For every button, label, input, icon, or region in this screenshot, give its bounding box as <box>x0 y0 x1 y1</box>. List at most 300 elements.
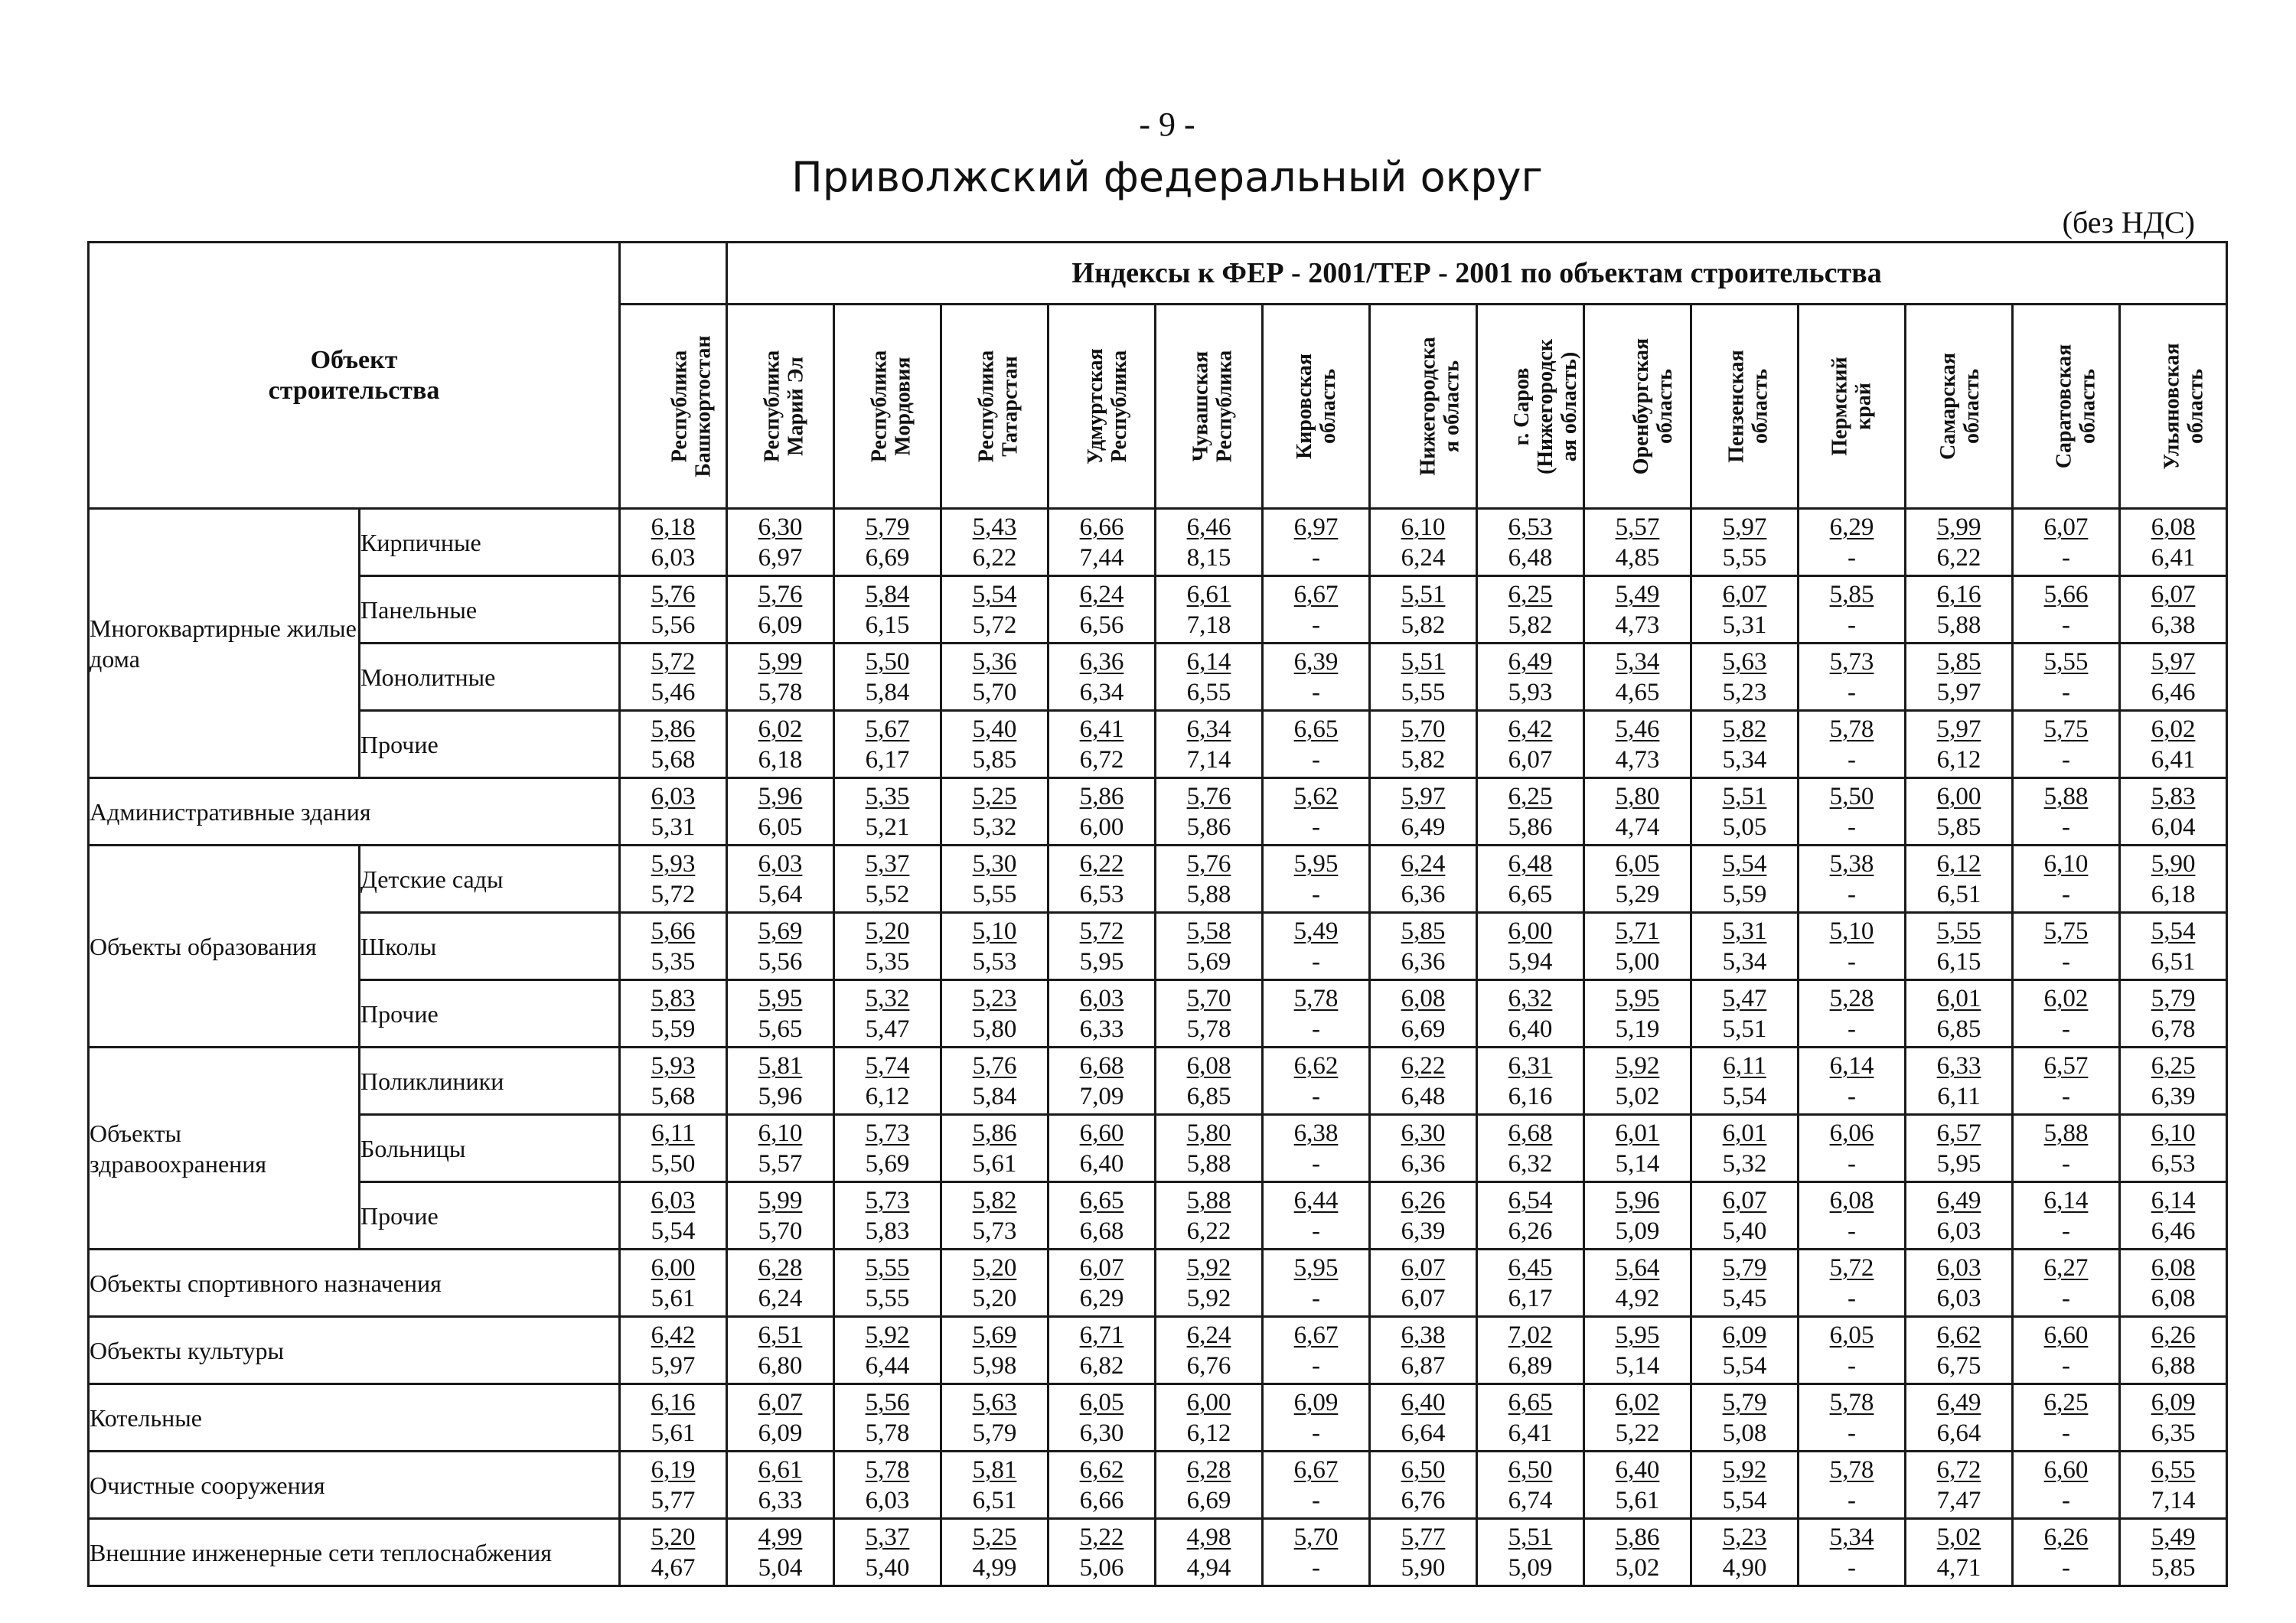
index-value-fer: 5,78 <box>1293 984 1339 1012</box>
index-cell <box>1049 509 1156 576</box>
index-value-ter: 4,92 <box>1615 1284 1660 1312</box>
region-label-line: Республика <box>867 350 892 463</box>
index-value-fer: 6,03 <box>1936 1253 1981 1282</box>
index-value-fer: 6,02 <box>2043 984 2089 1012</box>
index-cell <box>1049 846 1156 913</box>
index-value-ter: 6,22 <box>1936 543 1981 572</box>
index-value-fer: 6,28 <box>1186 1455 1231 1484</box>
index-value-fer: 6,03 <box>651 1186 696 1214</box>
index-cell <box>620 846 727 913</box>
index-cell <box>1263 778 1370 846</box>
index-value-ter: 5,14 <box>1615 1149 1660 1178</box>
index-value-fer: 6,50 <box>1401 1455 1446 1484</box>
index-value-fer: 5,92 <box>1722 1455 1767 1484</box>
index-value-ter: - <box>1312 1082 1320 1110</box>
region-header <box>1049 305 1156 509</box>
index-value-ter: 6,22 <box>972 543 1017 572</box>
index-value-fer: 6,60 <box>2043 1321 2089 1349</box>
index-value-fer: 5,95 <box>1615 984 1660 1012</box>
region-label-line: я область <box>1440 360 1464 453</box>
index-value-fer: 5,79 <box>1722 1253 1767 1282</box>
index-value-fer: 5,20 <box>865 917 910 945</box>
index-value-ter: - <box>1848 1284 1856 1312</box>
index-value-ter: 6,68 <box>1079 1217 1124 1245</box>
index-value-ter: 5,40 <box>865 1553 910 1582</box>
index-cell <box>1799 1115 1906 1182</box>
index-cell <box>1156 576 1263 644</box>
index-value-ter: 5,59 <box>651 1015 696 1043</box>
index-cell <box>941 1452 1049 1519</box>
region-label <box>1417 337 1464 475</box>
index-value-ter: 5,54 <box>1722 1351 1767 1380</box>
index-value-ter: - <box>1312 813 1320 841</box>
index-value-ter: 5,50 <box>651 1149 696 1178</box>
index-cell <box>1263 644 1370 711</box>
index-value-ter: 5,88 <box>1186 880 1231 908</box>
index-value-fer: 6,27 <box>2043 1253 2089 1282</box>
index-value-ter: 6,85 <box>1186 1082 1231 1110</box>
index-value-fer: 5,35 <box>865 782 910 810</box>
index-value-fer: 6,00 <box>1186 1388 1231 1416</box>
index-cell <box>727 980 834 1048</box>
index-value-fer: 6,25 <box>2043 1388 2089 1416</box>
index-cell <box>1584 1182 1691 1250</box>
index-cell <box>1156 509 1263 576</box>
index-value-fer: 5,86 <box>972 1119 1017 1147</box>
index-value-ter: - <box>2062 745 2070 774</box>
index-value-ter: 5,59 <box>1722 880 1767 908</box>
index-cell <box>1584 1317 1691 1384</box>
index-value-ter: 6,36 <box>1401 947 1446 976</box>
index-value-ter: 5,46 <box>651 678 696 706</box>
index-cell <box>1691 1452 1799 1519</box>
index-value-ter: 5,98 <box>972 1351 1017 1380</box>
index-value-ter: 5,54 <box>651 1217 696 1245</box>
index-cell <box>1477 1115 1584 1182</box>
index-value-ter: 5,31 <box>651 813 696 841</box>
index-value-fer: 6,07 <box>1079 1253 1124 1282</box>
index-value-fer: 6,72 <box>1936 1455 1981 1484</box>
index-value-fer: 6,42 <box>651 1321 696 1349</box>
index-value-ter: 6,33 <box>758 1486 803 1514</box>
index-value-fer: 6,10 <box>2043 849 2089 878</box>
index-cell <box>620 1452 727 1519</box>
index-cell <box>941 576 1049 644</box>
index-cell <box>834 1452 941 1519</box>
index-value-ter: 6,36 <box>1401 880 1446 908</box>
index-value-fer: 6,07 <box>1401 1253 1446 1282</box>
index-cell <box>2120 980 2227 1048</box>
index-value-ter: - <box>1848 1419 1856 1447</box>
index-value-fer: 5,80 <box>1186 1119 1231 1147</box>
index-value-ter: 6,12 <box>865 1082 910 1110</box>
index-cell <box>1263 980 1370 1048</box>
index-value-fer: 5,74 <box>865 1051 910 1080</box>
index-cell <box>1584 1384 1691 1452</box>
index-value-ter: 6,41 <box>1508 1419 1553 1447</box>
index-value-ter: 6,05 <box>758 813 803 841</box>
index-value-ter: - <box>1848 1217 1856 1245</box>
index-value-fer: 5,73 <box>865 1119 910 1147</box>
index-cell <box>941 1519 1049 1586</box>
object-header-line-2: строительства <box>268 376 440 405</box>
index-cell <box>1906 980 2013 1048</box>
index-value-fer: 5,34 <box>1615 647 1660 676</box>
index-cell <box>1049 1384 1156 1452</box>
index-cell <box>1584 846 1691 913</box>
index-cell <box>1691 846 1799 913</box>
index-value-ter: 6,97 <box>758 543 803 572</box>
index-value-fer: 6,01 <box>1936 984 1981 1012</box>
index-cell <box>1263 509 1370 576</box>
index-value-ter: 5,61 <box>651 1284 696 1312</box>
index-cell <box>1049 913 1156 980</box>
index-value-fer: 6,48 <box>1508 849 1553 878</box>
index-cell <box>1906 644 2013 711</box>
index-value-ter: 5,61 <box>651 1419 696 1447</box>
index-value-fer: 5,77 <box>1401 1523 1446 1551</box>
index-cell <box>727 1452 834 1519</box>
index-value-ter: 4,71 <box>1936 1553 1981 1582</box>
index-value-fer: 5,67 <box>865 715 910 743</box>
region-header <box>727 305 834 509</box>
index-cell <box>1049 1452 1156 1519</box>
index-cell <box>834 846 941 913</box>
index-value-fer: 6,02 <box>1615 1388 1660 1416</box>
index-value-ter: 7,47 <box>1936 1486 1981 1514</box>
index-value-fer: 6,16 <box>1936 580 1981 608</box>
index-cell <box>2013 1182 2120 1250</box>
index-value-ter: 5,82 <box>1401 745 1446 774</box>
index-cell <box>1691 644 1799 711</box>
index-value-ter: - <box>2062 813 2070 841</box>
index-value-ter: 5,82 <box>1401 611 1446 639</box>
table-row <box>89 1182 2227 1250</box>
index-value-fer: 6,08 <box>1186 1051 1231 1080</box>
index-value-fer: 5,20 <box>972 1253 1017 1282</box>
index-cell <box>834 576 941 644</box>
index-value-fer: 5,79 <box>865 513 910 541</box>
index-value-ter: 5,55 <box>1722 543 1767 572</box>
index-cell <box>1691 509 1799 576</box>
table-row <box>89 576 2227 644</box>
index-value-fer: 6,07 <box>1722 580 1767 608</box>
index-value-ter: - <box>2062 1015 2070 1043</box>
index-value-fer: 5,76 <box>972 1051 1017 1080</box>
subcategory-cell: Прочие <box>360 1182 620 1250</box>
index-cell <box>1370 1452 1477 1519</box>
index-value-fer: 5,02 <box>1936 1523 1981 1551</box>
index-value-fer: 5,76 <box>1186 782 1231 810</box>
index-value-fer: 5,66 <box>651 917 696 945</box>
index-cell <box>1691 576 1799 644</box>
region-header <box>1156 305 1263 509</box>
index-value-ter: 5,02 <box>1615 1082 1660 1110</box>
index-cell <box>1156 846 1263 913</box>
index-cell <box>1799 1452 1906 1519</box>
index-cell <box>1370 846 1477 913</box>
index-value-fer: 6,19 <box>651 1455 696 1484</box>
subcategory-cell: Монолитные <box>360 644 620 711</box>
subcategory-cell: Прочие <box>360 711 620 778</box>
region-label <box>760 350 807 463</box>
index-cell <box>620 1250 727 1317</box>
index-value-fer: 5,36 <box>972 647 1017 676</box>
index-value-fer: 5,50 <box>865 647 910 676</box>
category-cell: Объекты спортивного назначения <box>89 1250 620 1317</box>
table-row <box>89 509 2227 576</box>
index-value-ter: 6,80 <box>758 1351 803 1380</box>
table-row <box>89 1048 2227 1115</box>
index-value-ter: 5,93 <box>1508 678 1553 706</box>
index-value-ter: - <box>1848 1149 1856 1178</box>
index-value-fer: 6,03 <box>758 849 803 878</box>
index-value-ter: 5,70 <box>758 1217 803 1245</box>
index-cell <box>1799 1384 1906 1452</box>
index-value-fer: 6,03 <box>651 782 696 810</box>
index-value-ter: - <box>1312 1553 1320 1582</box>
index-value-ter: 6,69 <box>865 543 910 572</box>
index-value-fer: 6,38 <box>1293 1119 1339 1147</box>
index-value-ter: 6,69 <box>1186 1486 1231 1514</box>
index-value-fer: 6,08 <box>2151 1253 2196 1282</box>
index-value-ter: 5,82 <box>1508 611 1553 639</box>
region-label-line: Пензенская <box>1724 350 1749 463</box>
index-value-ter: 8,15 <box>1186 543 1231 572</box>
region-label-line: Республика <box>1212 350 1237 463</box>
index-value-fer: 6,49 <box>1936 1186 1981 1214</box>
index-value-fer: 5,93 <box>651 1051 696 1080</box>
index-value-fer: 5,95 <box>1615 1321 1660 1349</box>
index-value-ter: 6,12 <box>1936 745 1981 774</box>
index-value-fer: 6,97 <box>1293 513 1339 541</box>
index-value-ter: 5,32 <box>972 813 1017 841</box>
index-cell <box>2013 1048 2120 1115</box>
index-value-ter: 5,94 <box>1508 947 1553 976</box>
index-value-fer: 7,02 <box>1508 1321 1553 1349</box>
index-value-ter: - <box>2062 1486 2070 1514</box>
index-cell <box>1691 1182 1799 1250</box>
index-value-fer: 5,83 <box>2151 782 2196 810</box>
index-cell <box>1263 1048 1370 1115</box>
index-cell <box>1049 576 1156 644</box>
index-value-ter: 6,24 <box>1401 543 1446 572</box>
index-cell <box>834 1250 941 1317</box>
index-value-fer: 5,78 <box>1829 1455 1874 1484</box>
index-value-fer: 6,57 <box>1936 1119 1981 1147</box>
index-value-fer: 5,88 <box>2043 1119 2089 1147</box>
index-cell <box>1370 644 1477 711</box>
index-value-fer: 6,67 <box>1293 580 1339 608</box>
index-cell <box>620 711 727 778</box>
index-cell <box>1799 576 1906 644</box>
index-value-fer: 5,58 <box>1186 917 1231 945</box>
index-value-fer: 5,93 <box>651 849 696 878</box>
index-value-ter: - <box>1848 880 1856 908</box>
index-value-ter: 6,89 <box>1508 1351 1553 1380</box>
index-value-fer: 6,08 <box>1401 984 1446 1012</box>
index-value-ter: - <box>1848 1082 1856 1110</box>
index-value-fer: 6,24 <box>1401 849 1446 878</box>
index-cell <box>1370 711 1477 778</box>
index-value-ter: - <box>1848 543 1856 572</box>
index-value-fer: 5,76 <box>651 580 696 608</box>
index-value-ter: 6,15 <box>1936 947 1981 976</box>
index-value-ter: 6,53 <box>2151 1149 2196 1178</box>
index-value-ter: - <box>2062 1284 2070 1312</box>
index-cell <box>1156 980 1263 1048</box>
index-value-ter: 5,34 <box>1722 947 1767 976</box>
index-cell <box>1156 913 1263 980</box>
index-value-fer: 5,66 <box>2043 580 2089 608</box>
index-value-fer: 6,14 <box>2043 1186 2089 1214</box>
region-header <box>834 305 941 509</box>
index-cell <box>2013 1519 2120 1586</box>
index-value-ter: 5,21 <box>865 813 910 841</box>
index-value-ter: - <box>1848 813 1856 841</box>
index-value-fer: 6,10 <box>2151 1119 2196 1147</box>
index-cell <box>727 846 834 913</box>
index-cell <box>1477 778 1584 846</box>
index-value-ter: 4,94 <box>1186 1553 1231 1582</box>
index-cell <box>2013 711 2120 778</box>
index-value-ter: 5,04 <box>758 1553 803 1582</box>
region-label <box>1084 348 1131 464</box>
index-value-ter: 5,55 <box>972 880 1017 908</box>
index-value-ter: 6,55 <box>1186 678 1231 706</box>
index-value-fer: 5,71 <box>1615 917 1660 945</box>
index-cell <box>2120 509 2227 576</box>
index-cell <box>1691 1519 1799 1586</box>
index-value-ter: 5,06 <box>1079 1553 1124 1582</box>
region-header <box>1584 305 1691 509</box>
index-value-fer: 5,73 <box>865 1186 910 1214</box>
index-value-fer: 6,61 <box>758 1455 803 1484</box>
index-cell <box>941 1317 1049 1384</box>
index-cell <box>1799 846 1906 913</box>
index-cell <box>2013 576 2120 644</box>
index-cell <box>834 1048 941 1115</box>
index-value-fer: 5,97 <box>1401 782 1446 810</box>
index-cell <box>620 778 727 846</box>
index-value-fer: 6,11 <box>1723 1051 1766 1080</box>
index-value-ter: 6,87 <box>1401 1351 1446 1380</box>
index-cell <box>1156 1048 1263 1115</box>
index-value-ter: - <box>2062 543 2070 572</box>
index-value-fer: 5,62 <box>1293 782 1339 810</box>
index-value-fer: 5,37 <box>865 1523 910 1551</box>
index-value-ter: 5,14 <box>1615 1351 1660 1380</box>
index-value-fer: 6,49 <box>1508 647 1553 676</box>
index-value-ter: 6,44 <box>865 1351 910 1380</box>
region-label-line: Кировская <box>1293 353 1317 460</box>
index-value-ter: 6,65 <box>1508 880 1553 908</box>
index-cell <box>1906 1182 2013 1250</box>
index-value-ter: - <box>1312 1015 1320 1043</box>
index-cell <box>727 1115 834 1182</box>
table-row <box>89 1115 2227 1182</box>
index-value-ter: 7,18 <box>1186 611 1231 639</box>
index-value-fer: 6,05 <box>1829 1321 1874 1349</box>
index-value-ter: 5,31 <box>1722 611 1767 639</box>
index-value-fer: 5,50 <box>1829 782 1874 810</box>
index-value-ter: - <box>2062 1149 2070 1178</box>
index-value-ter: 5,90 <box>1401 1553 1446 1582</box>
index-value-fer: 6,40 <box>1401 1388 1446 1416</box>
index-value-fer: 4,99 <box>758 1523 803 1551</box>
index-value-ter: 5,77 <box>651 1486 696 1514</box>
index-value-ter: 6,48 <box>1401 1082 1446 1110</box>
index-cell <box>2120 778 2227 846</box>
index-value-fer: 6,10 <box>1401 513 1446 541</box>
index-value-ter: - <box>1312 1149 1320 1178</box>
index-value-fer: 5,88 <box>2043 782 2089 810</box>
index-value-ter: 5,32 <box>1722 1149 1767 1178</box>
index-value-ter: 5,47 <box>865 1015 910 1043</box>
index-value-fer: 5,79 <box>2151 984 2196 1012</box>
index-value-fer: 6,28 <box>758 1253 803 1282</box>
index-value-fer: 6,45 <box>1508 1253 1553 1282</box>
index-value-ter: - <box>1312 745 1320 774</box>
index-value-fer: 5,28 <box>1829 984 1874 1012</box>
index-cell <box>620 980 727 1048</box>
index-table <box>87 241 2228 1587</box>
index-value-ter: 4,73 <box>1615 611 1660 639</box>
index-cell <box>1691 1317 1799 1384</box>
region-label-line: область <box>1653 369 1678 445</box>
index-value-ter: 6,53 <box>1079 880 1124 908</box>
index-value-ter: 5,09 <box>1615 1217 1660 1245</box>
index-cell <box>941 711 1049 778</box>
index-cell <box>941 1048 1049 1115</box>
index-cell <box>1477 1182 1584 1250</box>
index-value-ter: 5,85 <box>972 745 1017 774</box>
index-cell <box>834 644 941 711</box>
table-row <box>89 846 2227 913</box>
index-value-ter: 6,11 <box>1937 1082 1981 1110</box>
index-value-ter: 4,73 <box>1615 745 1660 774</box>
index-value-fer: 5,49 <box>2151 1523 2196 1551</box>
index-value-ter: 5,78 <box>758 678 803 706</box>
index-value-ter: 6,18 <box>2151 880 2196 908</box>
index-cell <box>1156 1519 1263 1586</box>
index-value-fer: 6,07 <box>2151 580 2196 608</box>
index-value-fer: 6,44 <box>1293 1186 1339 1214</box>
index-cell <box>2013 1115 2120 1182</box>
index-value-fer: 6,65 <box>1508 1388 1553 1416</box>
table-row <box>89 1452 2227 1519</box>
index-value-ter: 6,56 <box>1079 611 1124 639</box>
index-value-fer: 5,31 <box>1722 917 1767 945</box>
index-cell <box>1477 980 1584 1048</box>
index-value-fer: 6,68 <box>1508 1119 1553 1147</box>
index-cell <box>1370 509 1477 576</box>
index-cell <box>620 1182 727 1250</box>
index-value-fer: 5,70 <box>1186 984 1231 1012</box>
index-value-ter: 5,83 <box>865 1217 910 1245</box>
index-cell <box>1477 1048 1584 1115</box>
index-value-fer: 5,55 <box>865 1253 910 1282</box>
region-label-line: Пермский <box>1828 357 1852 456</box>
region-label-line: Чувашская <box>1189 350 1213 462</box>
index-value-fer: 6,07 <box>1722 1186 1767 1214</box>
region-header <box>620 305 727 509</box>
index-value-fer: 5,54 <box>1722 849 1767 878</box>
index-value-ter: 5,00 <box>1615 947 1660 976</box>
index-value-ter: 6,04 <box>2151 813 2196 841</box>
index-value-ter: 6,09 <box>758 611 803 639</box>
index-cell <box>834 1384 941 1452</box>
